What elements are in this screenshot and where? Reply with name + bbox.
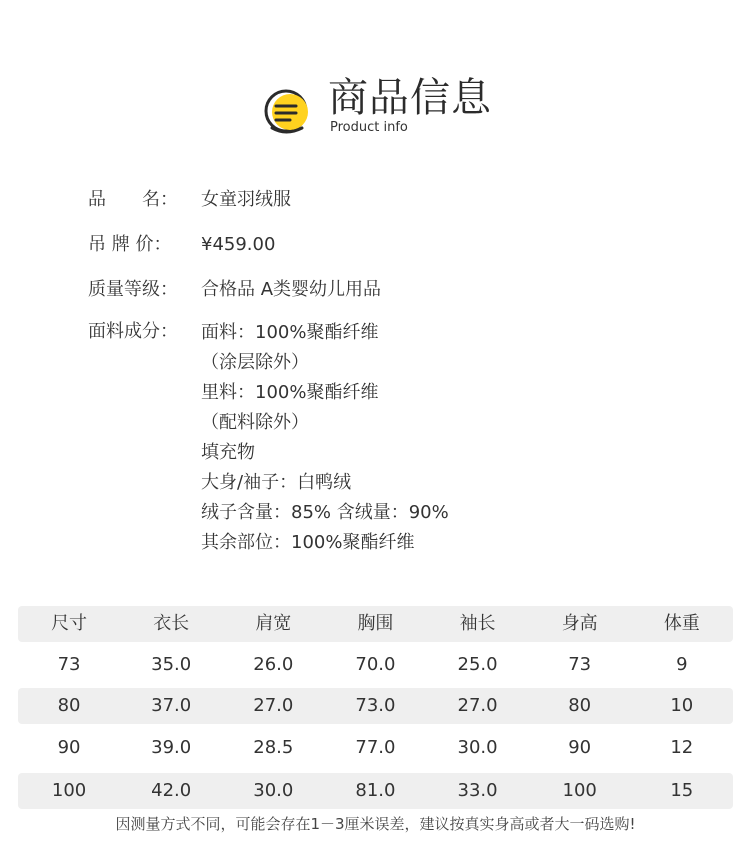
document-lines-icon: [262, 84, 316, 138]
table-row: [18, 730, 733, 766]
table-row: [18, 773, 733, 809]
info-value-grade: 合格品 A类婴幼儿用品: [201, 279, 382, 300]
table-cell: 26.0: [253, 654, 294, 675]
table-cell: 25.0: [457, 654, 498, 675]
table-cell: 30.0: [457, 737, 498, 758]
table-cell: 9: [676, 654, 688, 675]
table-row: [18, 688, 733, 724]
table-row: [18, 647, 733, 683]
table-cell: 42.0: [151, 780, 192, 801]
size-note: 因测量方式不同，可能会存在1－3厘米误差，建议按真实身高或者大一码选购!: [115, 815, 636, 833]
column-header-shoulder: 肩宽: [255, 613, 292, 634]
column-header-height: 身高: [561, 613, 598, 634]
table-cell: 37.0: [151, 695, 192, 716]
table-cell: 100: [562, 780, 597, 801]
info-label-grade: 质量等级：: [88, 279, 178, 300]
table-cell: 77.0: [355, 737, 396, 758]
table-cell: 33.0: [457, 780, 498, 801]
info-label-fabric: 面料成分：: [88, 321, 178, 342]
fabric-line: （配料除外）: [201, 412, 309, 433]
product-info-header: [262, 74, 522, 144]
table-cell: 90: [57, 737, 81, 758]
column-header-chest: 胸围: [357, 613, 394, 634]
fabric-line: 填充物: [201, 442, 255, 463]
page-title: 商品信息: [328, 75, 492, 121]
table-cell: 90: [568, 737, 592, 758]
table-cell: 27.0: [457, 695, 498, 716]
table-cell: 73: [568, 654, 592, 675]
table-cell: 27.0: [253, 695, 294, 716]
fabric-line: 面料：100%聚酯纤维: [201, 322, 379, 343]
table-cell: 73.0: [355, 695, 396, 716]
table-cell: 12: [670, 737, 694, 758]
info-value-price: ¥459.00: [201, 234, 276, 255]
table-cell: 80: [568, 695, 592, 716]
table-cell: 10: [670, 695, 694, 716]
table-cell: 15: [670, 780, 694, 801]
table-cell: 28.5: [253, 737, 294, 758]
column-header-size: 尺寸: [51, 613, 88, 634]
size-table-header: [18, 606, 733, 642]
table-cell: 80: [57, 695, 81, 716]
table-cell: 35.0: [151, 654, 192, 675]
column-header-length: 衣长: [153, 613, 190, 634]
table-cell: 81.0: [355, 780, 396, 801]
table-cell: 100: [51, 780, 87, 801]
fabric-line: 大身/袖子：白鸭绒: [201, 472, 352, 493]
fabric-line: 绒子含量：85% 含绒量：90%: [201, 502, 449, 523]
fabric-line: （涂层除外）: [201, 352, 309, 373]
fabric-line: 其余部位：100%聚酯纤维: [201, 532, 415, 553]
fabric-line: 里料：100%聚酯纤维: [201, 382, 379, 403]
table-cell: 39.0: [151, 737, 192, 758]
info-value-name: 女童羽绒服: [201, 189, 291, 210]
info-label-name: 品 名：: [88, 189, 178, 210]
table-cell: 73: [57, 654, 81, 675]
table-cell: 70.0: [355, 654, 396, 675]
column-header-weight: 体重: [663, 613, 700, 634]
fabric-composition-list: [201, 318, 449, 558]
info-label-price: 吊 牌 价：: [88, 234, 172, 255]
page-subtitle: Product info: [330, 120, 408, 135]
column-header-sleeve: 袖长: [459, 613, 496, 634]
table-cell: 30.0: [253, 780, 294, 801]
